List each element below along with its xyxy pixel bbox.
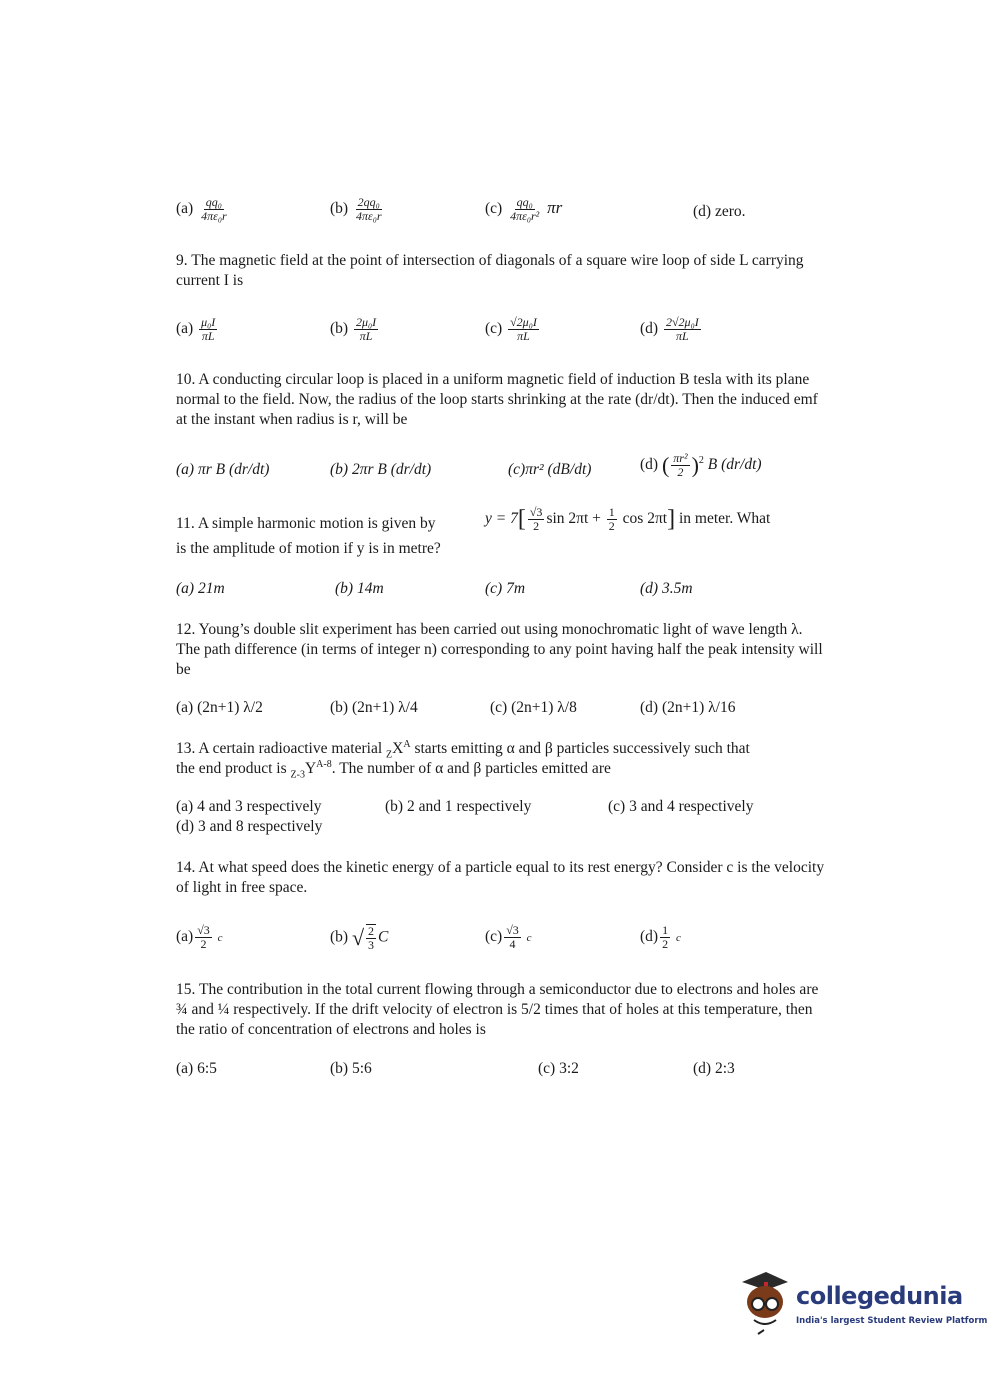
q8-option-d: (d) zero. <box>693 203 746 220</box>
q9-text: 9. The magnetic field at the point of intersection of diagonals of a square wire loop of side L carrying current I is <box>176 252 804 289</box>
q9-option-b: (b) $\frac{\text{2μ₀I}}{\pi L}$ <box>330 315 377 343</box>
q13-option-c: (c) 3 and 4 respectively <box>608 798 754 815</box>
q15-text: 15. The contribution in the total current flowing through a semiconductor due to electrons and holes are ¾ and ¼ respectively. If the drift velocity of electron is 5/2 times that of holes at this temperature, then the ratio of concentration of electrons and holes is <box>176 981 819 1038</box>
q11-option-b: (b) 14m <box>335 580 384 597</box>
q14-option-b: (b) √ $\frac{2}{3}$ C <box>330 924 389 952</box>
q14-text: 14. At what speed does the kinetic energy of a particle equal to its rest energy? Consider c is the velocity of light in free space. <box>176 859 825 896</box>
q14-option-d: (d) $\frac{1}{2}$ c <box>640 923 681 951</box>
q13-text-line1: 13. A certain radioactive material $_ZX^A$ starts emitting α and β particles successively such that <box>176 739 750 761</box>
q15-option-a: (a) 6:5 <box>176 1060 217 1077</box>
collegedunia-logo <box>736 1268 988 1338</box>
q12-option-a: (a) (2n+1) λ/2 <box>176 699 263 716</box>
logo-tagline: India's largest Student Review Platform <box>796 1316 988 1326</box>
q10-option-c: (c)πr² (dB/dt) <box>508 461 592 478</box>
q8-option-a: (a) $\frac{\text{qq₀}}{\text{4πε₀r}}$ <box>176 195 227 223</box>
logo-text: collegedunia <box>796 1282 963 1310</box>
mascot-icon <box>736 1268 794 1338</box>
q12-option-c: (c) (2n+1) λ/8 <box>490 699 577 716</box>
q12-option-b: (b) (2n+1) λ/4 <box>330 699 418 716</box>
q8-option-c: (c) $\frac{\text{qq₀}}{\text{4πε₀r²}}$ πr <box>485 195 563 223</box>
q9-option-a: (a) $\frac{\text{μ₀I}}{\pi L}$ <box>176 315 216 343</box>
q11-equation: y = 7[ $\frac{√3}{2}$ sin 2πt + $\frac{1}{2}$ cos 2πt] in meter. What <box>485 505 771 533</box>
q10-option-b: (b) 2πr B (dr/dt) <box>330 461 432 478</box>
q12-text: 12. Young’s double slit experiment has been carried out using monochromatic light of wave length λ. The path difference (in terms of integer n) corresponding to any point having half the peak intensity will be <box>176 621 823 678</box>
q8-option-b: (b) $\frac{\text{2qq₀}}{\text{4πε₀r}}$ <box>330 195 382 223</box>
q14-option-c: (c) $\frac{√3}{4}$ c <box>485 923 532 951</box>
q10-option-a: (a) πr B (dr/dt) <box>176 461 270 478</box>
q13-text-line2: the end product is $_{Z-3}Y^{A-8}$. The number of α and β particles emitted are <box>176 759 611 781</box>
q9-option-c: (c) $\frac{\text{√2μ₀I}}{\pi L}$ <box>485 315 537 343</box>
q15-option-b: (b) 5:6 <box>330 1060 372 1077</box>
q11-option-d: (d) 3.5m <box>640 580 693 597</box>
q10-option-d: (d) ( $\frac{\text{πr²}}{2}$ )$^2$ B (dr/dt) <box>640 451 762 479</box>
q13-option-d: (d) 3 and 8 respectively <box>176 818 323 835</box>
q11-option-a: (a) 21m <box>176 580 225 597</box>
q12-option-d: (d) (2n+1) λ/16 <box>640 699 736 716</box>
q13-option-b: (b) 2 and 1 respectively <box>385 798 532 815</box>
q11-text-line2: is the amplitude of motion if y is in metre? <box>176 540 441 557</box>
q13-option-a: (a) 4 and 3 respectively <box>176 798 322 815</box>
q9-option-d: (d) $\frac{\text{2√2μ₀I}}{\pi L}$ <box>640 315 699 343</box>
q10-text: 10. A conducting circular loop is placed in a uniform magnetic field of induction B tesla with its plane normal to the field. Now, the radius of the loop starts shrinking at the rate (dr/dt). Then the induced emf at the instant when radius is r, will be <box>176 371 818 428</box>
q11-option-c: (c) 7m <box>485 580 526 597</box>
q14-option-a: (a) $\frac{√3}{2}$ c <box>176 923 223 951</box>
q11-text-line1: 11. A simple harmonic motion is given by <box>176 515 436 532</box>
q15-option-d: (d) 2:3 <box>693 1060 735 1077</box>
q11-text-end: in meter. What <box>678 510 771 528</box>
q15-option-c: (c) 3:2 <box>538 1060 579 1077</box>
